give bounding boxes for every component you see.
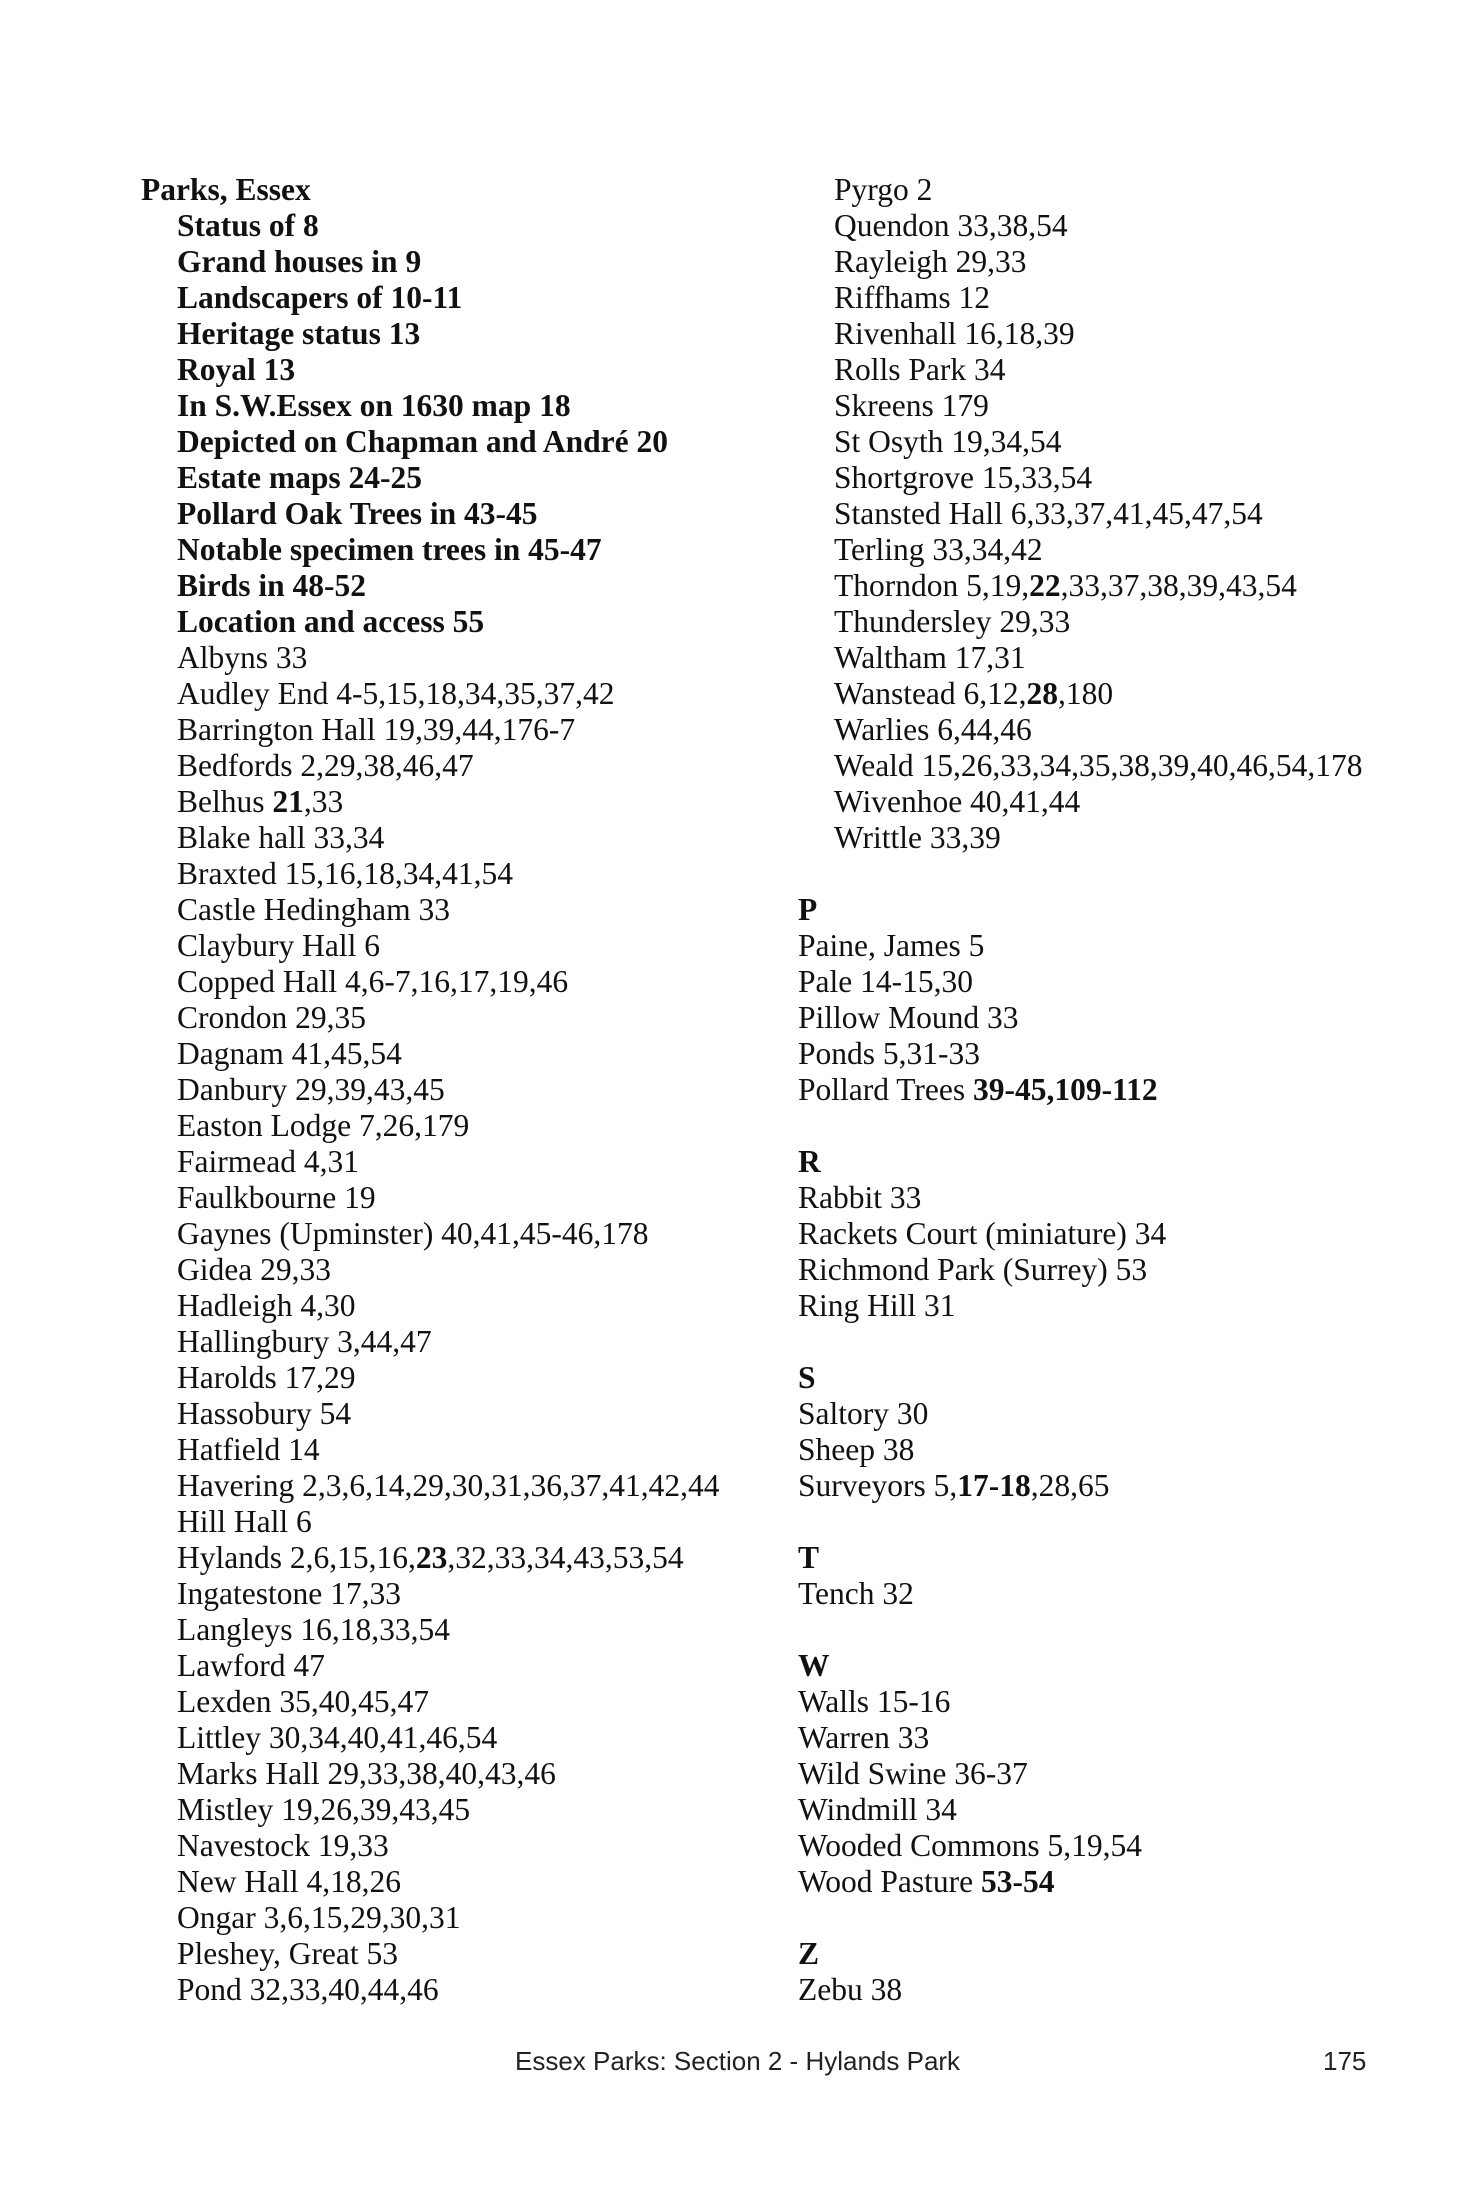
- index-entry: [141, 1396, 781, 1432]
- index-entry-text: Hatfield 14: [177, 1432, 320, 1467]
- index-entry: [141, 1432, 781, 1468]
- index-entry: [798, 424, 1438, 460]
- index-entry: [141, 568, 781, 604]
- index-entry: [141, 1144, 781, 1180]
- index-letter-heading: [798, 892, 1438, 928]
- index-entry-text: Writtle 33,39: [834, 820, 1001, 855]
- index-entry: [141, 748, 781, 784]
- index-entry-text: Windmill 34: [798, 1792, 957, 1827]
- index-entry-text: Belhus: [177, 784, 273, 819]
- index-entry-text: Weald 15,26,33,34,35,38,39,40,46,54,178: [834, 748, 1363, 783]
- index-letter-heading: [798, 1540, 1438, 1576]
- index-entry: [141, 1504, 781, 1540]
- index-entry-text: Bedfords 2,29,38,46,47: [177, 748, 474, 783]
- index-entry-text: Fairmead 4,31: [177, 1144, 359, 1179]
- index-entry: [798, 964, 1438, 1000]
- index-entry-text: Mistley 19,26,39,43,45: [177, 1792, 471, 1827]
- index-entry-bold-text: Pollard Oak Trees in 43-45: [177, 496, 538, 531]
- index-entry-text: Wood Pasture: [798, 1864, 981, 1899]
- index-entry: [798, 172, 1438, 208]
- index-entry: [798, 640, 1438, 676]
- index-entry: [141, 1108, 781, 1144]
- index-entry: [141, 424, 781, 460]
- index-entry-text: Wooded Commons 5,19,54: [798, 1828, 1142, 1863]
- index-entry: [141, 640, 781, 676]
- index-entry-text: Waltham 17,31: [834, 640, 1026, 675]
- index-entry-text: Havering 2,3,6,14,29,30,31,36,37,41,42,44: [177, 1468, 720, 1503]
- index-entry-text: Rolls Park 34: [834, 352, 1006, 387]
- index-entry: [798, 1432, 1438, 1468]
- index-entry-bold-text: W: [798, 1648, 830, 1683]
- index-entry: [141, 712, 781, 748]
- index-entry: [798, 604, 1438, 640]
- index-entry: [798, 1396, 1438, 1432]
- index-entry: [141, 1252, 781, 1288]
- index-entry: [141, 460, 781, 496]
- index-entry: [141, 1684, 781, 1720]
- index-entry: [798, 1252, 1438, 1288]
- index-entry: [798, 1288, 1438, 1324]
- index-entry: [798, 352, 1438, 388]
- index-entry-bold-text: P: [798, 892, 818, 927]
- index-letter-heading: [798, 1360, 1438, 1396]
- index-entry-text: Terling 33,34,42: [834, 532, 1043, 567]
- index-entry: [798, 1720, 1438, 1756]
- index-entry-text: Thundersley 29,33: [834, 604, 1071, 639]
- index-entry-bold-text: Status of 8: [177, 208, 319, 243]
- index-entry-text: Pollard Trees: [798, 1072, 974, 1107]
- index-entry-text: Hylands 2,6,15,16,: [177, 1540, 416, 1575]
- index-entry: [141, 1792, 781, 1828]
- index-entry: [141, 604, 781, 640]
- index-entry: [141, 1540, 781, 1576]
- index-entry-bold-text: Depicted on Chapman and André 20: [177, 424, 668, 459]
- index-entry: [141, 352, 781, 388]
- index-entry-text: ,28,65: [1030, 1468, 1110, 1503]
- index-entry-text: New Hall 4,18,26: [177, 1864, 401, 1899]
- index-entry: [798, 748, 1438, 784]
- index-entry: [141, 1756, 781, 1792]
- index-entry-text: Pyrgo 2: [834, 172, 933, 207]
- index-entry-text: Lawford 47: [177, 1648, 325, 1683]
- index-entry: [798, 1864, 1438, 1900]
- index-entry: [141, 1324, 781, 1360]
- index-entry-bold-text: 22: [1029, 568, 1061, 603]
- page-number: 175: [1323, 2046, 1367, 2076]
- index-entry: [798, 1216, 1438, 1252]
- index-entry-text: Audley End 4-5,15,18,34,35,37,42: [177, 676, 615, 711]
- index-entry-text: ,180: [1058, 676, 1114, 711]
- index-entry-bold-text: 53-54: [980, 1864, 1055, 1899]
- index-entry-text: Danbury 29,39,43,45: [177, 1072, 445, 1107]
- index-entry-text: Rayleigh 29,33: [834, 244, 1027, 279]
- index-entry-text: Hadleigh 4,30: [177, 1288, 356, 1323]
- index-entry-text: Wivenhoe 40,41,44: [834, 784, 1081, 819]
- index-entry-text: Rivenhall 16,18,39: [834, 316, 1075, 351]
- index-entry: [141, 208, 781, 244]
- index-entry-bold-text: S: [798, 1360, 816, 1395]
- index-entry-bold-text: Royal 13: [177, 352, 296, 387]
- index-entry: [141, 856, 781, 892]
- index-entry-bold-text: 17-18: [957, 1468, 1031, 1503]
- index-entry: [141, 1900, 781, 1936]
- index-entry-text: Ponds 5,31-33: [798, 1036, 981, 1071]
- index-entry-bold-text: In S.W.Essex on 1630 map 18: [177, 388, 571, 423]
- index-entry-bold-text: Location and access 55: [177, 604, 485, 639]
- index-entry: [798, 1000, 1438, 1036]
- section-spacer: [798, 856, 1438, 892]
- index-entry-text: Faulkbourne 19: [177, 1180, 376, 1215]
- index-entry: [798, 1036, 1438, 1072]
- index-entry: [798, 280, 1438, 316]
- index-entry-bold-text: Heritage status 13: [177, 316, 421, 351]
- index-entry-bold-text: Estate maps 24-25: [177, 460, 422, 495]
- index-entry: [141, 172, 781, 208]
- index-entry-text: Rabbit 33: [798, 1180, 922, 1215]
- index-entry: [798, 244, 1438, 280]
- index-entry: [141, 316, 781, 352]
- index-entry-bold-text: Birds in 48-52: [177, 568, 367, 603]
- index-entry: [798, 1972, 1438, 2008]
- index-entry: [798, 928, 1438, 964]
- index-entry: [798, 1468, 1438, 1504]
- index-column-right: [798, 172, 1438, 2008]
- index-entry-text: ,33,37,38,39,43,54: [1060, 568, 1297, 603]
- index-entry-text: Paine, James 5: [798, 928, 985, 963]
- index-entry: [141, 1216, 781, 1252]
- index-letter-heading: [798, 1936, 1438, 1972]
- index-entry: [798, 496, 1438, 532]
- index-letter-heading: [798, 1144, 1438, 1180]
- index-entry-text: ,32,33,34,43,53,54: [447, 1540, 684, 1575]
- index-entry: [141, 928, 781, 964]
- footer-title: Essex Parks: Section 2 - Hylands Park: [515, 2046, 961, 2076]
- index-entry: [798, 1756, 1438, 1792]
- index-entry-text: Shortgrove 15,33,54: [834, 460, 1093, 495]
- index-entry-text: Gaynes (Upminster) 40,41,45-46,178: [177, 1216, 649, 1251]
- index-entry: [141, 1288, 781, 1324]
- index-entry-text: Harolds 17,29: [177, 1360, 356, 1395]
- index-letter-heading: [798, 1648, 1438, 1684]
- index-entry-text: Ingatestone 17,33: [177, 1576, 401, 1611]
- index-entry-text: Pond 32,33,40,44,46: [177, 1972, 439, 2007]
- index-entry: [141, 676, 781, 712]
- index-entry: [141, 1648, 781, 1684]
- index-entry-text: Riffhams 12: [834, 280, 991, 315]
- index-entry-bold-text: 23: [415, 1540, 448, 1575]
- index-entry: [798, 1180, 1438, 1216]
- index-entry: [798, 820, 1438, 856]
- index-entry-text: Gidea 29,33: [177, 1252, 331, 1287]
- index-entry: [141, 1720, 781, 1756]
- index-entry-text: Navestock 19,33: [177, 1828, 389, 1863]
- index-entry-text: Dagnam 41,45,54: [177, 1036, 402, 1071]
- index-entry: [141, 1000, 781, 1036]
- index-entry-text: Pale 14-15,30: [798, 964, 973, 999]
- index-entry: [798, 208, 1438, 244]
- index-entry-text: Easton Lodge 7,26,179: [177, 1108, 470, 1143]
- section-spacer: [798, 1612, 1438, 1648]
- index-entry: [798, 1828, 1438, 1864]
- index-entry: [798, 1072, 1438, 1108]
- section-spacer: [798, 1900, 1438, 1936]
- section-spacer: [798, 1324, 1438, 1360]
- index-entry-text: Littley 30,34,40,41,46,54: [177, 1720, 498, 1755]
- index-entry: [141, 1468, 781, 1504]
- index-entry-text: Hallingbury 3,44,47: [177, 1324, 432, 1359]
- index-entry: [798, 316, 1438, 352]
- index-entry-text: Claybury Hall 6: [177, 928, 380, 963]
- index-entry-text: Zebu 38: [798, 1972, 903, 2007]
- index-entry-text: Castle Hedingham 33: [177, 892, 450, 927]
- index-entry-text: Thorndon 5,19,: [834, 568, 1030, 603]
- index-entry: [141, 1360, 781, 1396]
- index-entry-text: Ring Hill 31: [798, 1288, 956, 1323]
- index-entry-text: Surveyors 5,: [798, 1468, 958, 1503]
- index-entry-text: Pillow Mound 33: [798, 1000, 1019, 1035]
- index-entry-text: Warren 33: [798, 1720, 930, 1755]
- index-entry: [141, 784, 781, 820]
- index-entry-text: Saltory 30: [798, 1396, 929, 1431]
- index-entry-text: Skreens 179: [834, 388, 989, 423]
- index-entry-text: St Osyth 19,34,54: [834, 424, 1062, 459]
- index-entry: [141, 1828, 781, 1864]
- index-entry-text: Rackets Court (miniature) 34: [798, 1216, 1167, 1251]
- index-entry: [141, 1036, 781, 1072]
- index-entry: [141, 1864, 781, 1900]
- index-entry-text: Barrington Hall 19,39,44,176-7: [177, 712, 576, 747]
- index-entry-text: Tench 32: [798, 1576, 914, 1611]
- index-entry-text: Sheep 38: [798, 1432, 915, 1467]
- index-entry: [141, 1072, 781, 1108]
- index-entry-text: Hill Hall 6: [177, 1504, 312, 1539]
- index-entry: [798, 676, 1438, 712]
- index-entry: [798, 1576, 1438, 1612]
- index-entry-text: ,33: [303, 784, 344, 819]
- index-column-left: [141, 172, 781, 2008]
- index-entry: [798, 784, 1438, 820]
- index-entry-text: Hassobury 54: [177, 1396, 352, 1431]
- index-entry: [141, 1612, 781, 1648]
- index-entry: [141, 244, 781, 280]
- index-entry-bold-text: 21: [272, 784, 304, 819]
- index-entry-bold-text: Z: [798, 1936, 820, 1971]
- index-entry-bold-text: Notable specimen trees in 45-47: [177, 532, 602, 567]
- index-entry-bold-text: Landscapers of 10-11: [177, 280, 463, 315]
- index-entry-text: Wanstead 6,12,: [834, 676, 1027, 711]
- index-entry: [798, 712, 1438, 748]
- index-entry: [141, 280, 781, 316]
- index-entry: [798, 460, 1438, 496]
- index-entry: [798, 388, 1438, 424]
- index-entry: [141, 388, 781, 424]
- index-entry-text: Warlies 6,44,46: [834, 712, 1032, 747]
- index-entry-bold-text: 39-45,109-112: [973, 1072, 1158, 1107]
- index-entry-text: Blake hall 33,34: [177, 820, 385, 855]
- index-entry-text: Stansted Hall 6,33,37,41,45,47,54: [834, 496, 1263, 531]
- index-entry: [798, 568, 1438, 604]
- index-entry: [141, 532, 781, 568]
- index-entry-text: Quendon 33,38,54: [834, 208, 1068, 243]
- index-entry-text: Copped Hall 4,6-7,16,17,19,46: [177, 964, 569, 999]
- index-entry-text: Pleshey, Great 53: [177, 1936, 399, 1971]
- index-entry-text: Langleys 16,18,33,54: [177, 1612, 450, 1647]
- section-spacer: [798, 1504, 1438, 1540]
- index-entry: [141, 892, 781, 928]
- index-entry: [798, 1792, 1438, 1828]
- index-entry: [141, 496, 781, 532]
- index-entry-text: Richmond Park (Surrey) 53: [798, 1252, 1148, 1287]
- index-entry-text: Albyns 33: [177, 640, 308, 675]
- index-entry: [798, 532, 1438, 568]
- index-entry: [141, 1180, 781, 1216]
- index-entry: [141, 1972, 781, 2008]
- index-entry-text: Marks Hall 29,33,38,40,43,46: [177, 1756, 556, 1791]
- index-entry-bold-text: 28: [1026, 676, 1059, 711]
- index-entry-bold-text: T: [798, 1540, 820, 1575]
- index-entry-bold-text: Grand houses in 9: [177, 244, 422, 279]
- index-entry-text: Lexden 35,40,45,47: [177, 1684, 429, 1719]
- index-entry-text: Braxted 15,16,18,34,41,54: [177, 856, 513, 891]
- index-entry-text: Crondon 29,35: [177, 1000, 366, 1035]
- index-entry: [798, 1684, 1438, 1720]
- index-entry: [141, 820, 781, 856]
- index-entry: [141, 1936, 781, 1972]
- index-entry-text: Walls 15-16: [798, 1684, 951, 1719]
- index-entry-bold-text: Parks, Essex: [141, 172, 311, 207]
- index-entry-text: Ongar 3,6,15,29,30,31: [177, 1900, 461, 1935]
- index-entry: [141, 1576, 781, 1612]
- index-entry: [141, 964, 781, 1000]
- section-spacer: [798, 1108, 1438, 1144]
- index-entry-text: Wild Swine 36-37: [798, 1756, 1028, 1791]
- index-entry-bold-text: R: [798, 1144, 821, 1179]
